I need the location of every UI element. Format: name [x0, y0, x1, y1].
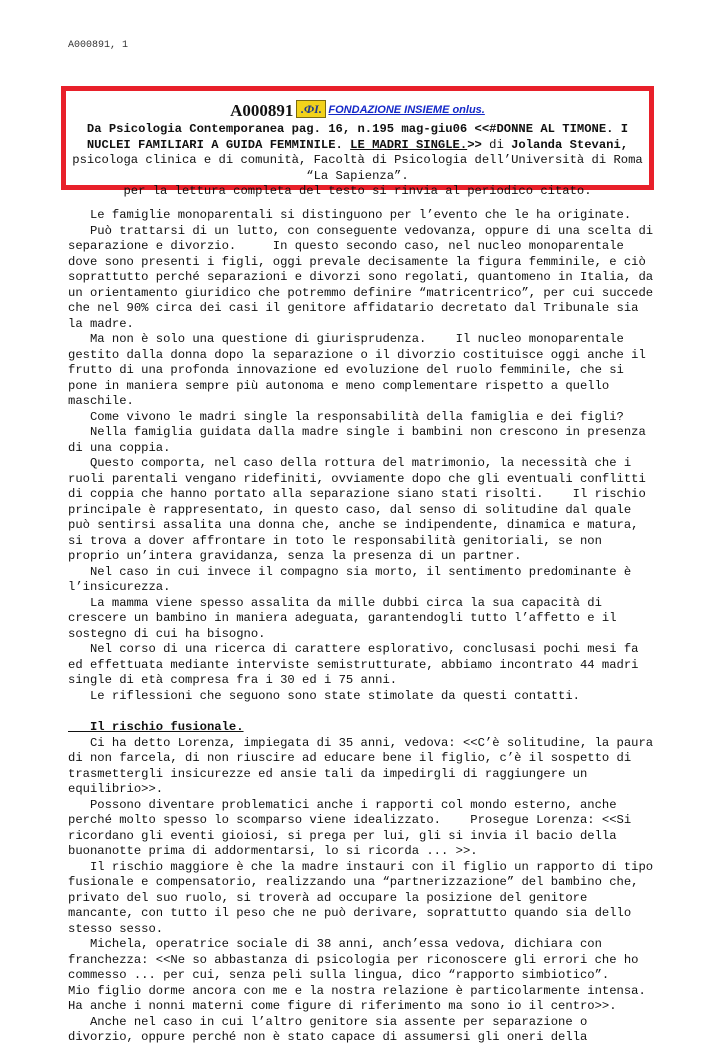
paragraph: Ma non è solo una questione di giurisprudenza. Il nucleo monoparentale gestito dalla donna dopo la separazione o il divorzio costituisce oggi anche il frutto di una profonda innovazione ed evoluzione del ruolo femminile, che si pone in maniera sempre più autonoma e meno complementare rispetto a quello maschile. [68, 332, 646, 408]
paragraph: Nel caso in cui invece il compagno sia morto, il sentimento predominante è l’insicurezza. [68, 564, 632, 594]
citation-affiliation: psicologa clinica e di comunità, Facoltà di Psicologia dell’Università di Roma [72, 153, 643, 167]
page-header: A000891, 1 [68, 40, 129, 51]
citation-box [61, 86, 654, 198]
citation-subtitle: NUCLEI FAMILIARI A GUIDA FEMMINILE. [86, 137, 351, 152]
paragraph: Le riflessioni che seguono sono state stimolate da questi contatti. [68, 688, 580, 703]
paragraph: Le famiglie monoparentali si distinguono per l’evento che le ha originate. Può trattarsi di un lutto, con conseguente vedovanza, oppure di una scelta di separazione e divorzio. In questo secondo caso, nel nucleo monoparentale dove sono presenti i figli, oggi prevale decisamente la figura femminile, e ciò soprattutto perché separazioni e divorzi sono regolati, quantomeno in Italia, da un orientamento giuridico che potremmo definire “matricentrico”, per cui succede che nel 90% circa dei casi il genitore affidatario decretato dal Tribunale sia la madre. [68, 208, 654, 331]
paragraph: Questo comporta, nel caso della rottura del matrimonio, la necessità che i ruoli parentali vengano ridefiniti, ovviamente dopo che gli eventuali conflitti di coppia che hanno portato alla separazione siano stati risolti. Il rischio principale è rappresentato, in questo caso, dal senso di solitudine dal quale può sentirsi assalita una donna che, anche se indipendente, dinamica e matura, si trova a dover affrontare in toto le responsabilità genitoriali, se non proprio un’intera gravidanza, senza la presenza di un partner. [68, 456, 646, 563]
article-body [68, 208, 668, 1046]
foundation-logo-icon: .ФI. [296, 100, 326, 118]
citation-article-title: LE MADRI SINGLE. [350, 137, 468, 152]
paragraph: Nella famiglia guidata dalla madre single i bambini non crescono in presenza di una coppia. [68, 425, 646, 455]
paragraph: Michela, operatrice sociale di 38 anni, anch’essa vedova, dichiara con franchezza: <<Ne so abbastanza di psicologia per riconoscere gli errori che ho commesso ... per cui, senza peli sulla lingua, dico “rapporto simbiotico”. Mio figlio dorme ancora con me e la nostra relazione è particolarmente intensa. Ha anche i nonni materni come figure di riferimento ma sono io il centro>>. [68, 937, 646, 1013]
paragraph: Anche nel caso in cui l’altro genitore sia assente per separazione o divorzio, oppure perché non è stato capace di assumersi gli oneri della [68, 1014, 588, 1044]
paragraph: La mamma viene spesso assalita da mille dubbi circa la sua capacità di crescere un bambino in maniera adeguata, garantendogli tutto l’affetto e il sostegno di cui ha bisogno. [68, 595, 617, 641]
section-title: Il rischio fusionale. [68, 720, 244, 734]
paragraph: Nel corso di una ricerca di carattere esplorativo, conclusasi pochi mesi fa ed effettuata mediante interviste semistrutturate, abbiamo incontrato 44 madri single di età compresa fra i 30 ed i 75 anni. [68, 642, 639, 687]
citation-source-line: Da Psicologia Contemporanea pag. 16, n.195 mag-giu06 <<#DONNE AL TIMONE. I [86, 122, 629, 136]
citation-note: per la lettura completa del testo si rinvia al periodico citato. [123, 184, 592, 198]
citation-title-line [66, 100, 649, 121]
paragraph: Come vivono le madri single la responsabilità della famiglia e dei figli? [68, 409, 624, 424]
document-id: A000891 [230, 100, 294, 120]
paragraph: Possono diventare problematici anche i rapporti col mondo esterno, anche perché molto spesso lo scomparso viene idealizzato. Prosegue Lorenza: <<Si ricordano gli eventi gioiosi, si prega per lui, gli si invia il bacio della buonanotte prima di addormentarsi, lo si ricorda ... >>. [68, 797, 632, 858]
citation-close-marks: >> [467, 137, 482, 152]
foundation-link[interactable]: FONDAZIONE INSIEME onlus. [328, 103, 485, 116]
citation-title-line-2 [66, 138, 649, 154]
paragraph: Il rischio maggiore è che la madre instauri con il figlio un rapporto di tipo fusionale e compensatorio, realizzando una “partnerizzazione” del bambino che, privato del suo ruolo, si troverà ad occupare la posizione del genitore mancante, con tutto il peso che ne può derivare, soprattutto quando sia dello stesso sesso. [68, 859, 654, 936]
citation-author: Jolanda Stevani, [511, 137, 629, 152]
citation-university: “La Sapienza”. [306, 168, 409, 183]
citation-by: di [481, 137, 512, 152]
paragraph: Ci ha detto Lorenza, impiegata di 35 anni, vedova: <<C’è solitudine, la paura di non farcela, di non riuscire ad educare bene il figlio, c’è il sospetto di trasmettergli insicurezze ed ansie tali da impedirgli di raggiungere un equilibrio>>. [68, 735, 654, 796]
